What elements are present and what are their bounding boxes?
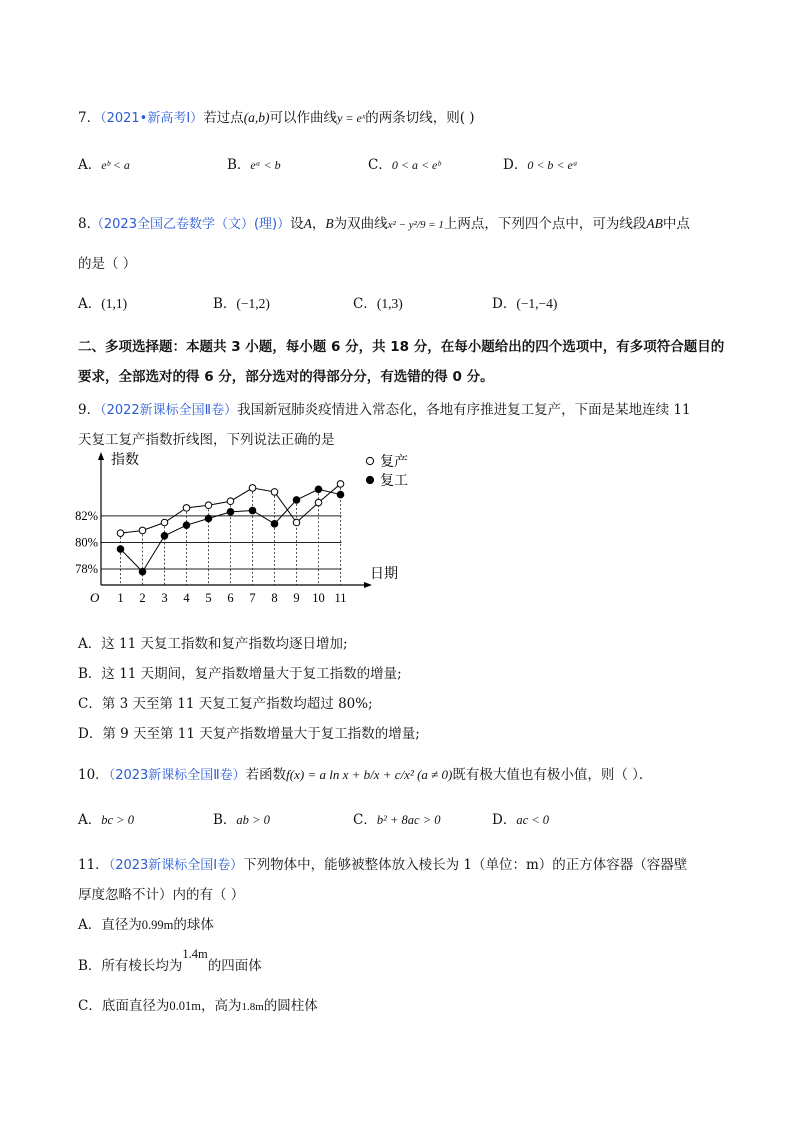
- option-value: 0.99m: [141, 918, 174, 932]
- q9-option-b[interactable]: [78, 662, 402, 682]
- q7-text-mid: 可以作曲线: [269, 110, 338, 126]
- legend-marker: [366, 476, 373, 483]
- option-text: 第 9 天至第 11 天复产指数增量大于复工指数的增量;: [102, 726, 420, 742]
- q7-stem: [78, 106, 475, 126]
- q8-var-b: B: [325, 216, 334, 231]
- fugong-point: [249, 507, 256, 514]
- q11-source: （2023新课标全国Ⅰ卷）: [108, 858, 244, 873]
- q8-hyperbola: x² − y²/9 = 1: [387, 219, 444, 231]
- legend-label: 复产: [380, 455, 408, 470]
- q8-var-a: A: [303, 216, 312, 231]
- q9-option-d[interactable]: [78, 722, 420, 742]
- q10-option-c[interactable]: [353, 808, 441, 828]
- q7-point: (a,b): [243, 110, 270, 125]
- option-text-post: 的四面体: [207, 958, 262, 974]
- option-math: bc > 0: [101, 813, 134, 827]
- x-tick-label: 3: [161, 591, 168, 605]
- option-text: 这 11 天复工指数和复产指数均逐日增加;: [101, 636, 348, 652]
- option-text: 第 3 天至第 11 天复工复产指数均超过 80%;: [101, 696, 373, 712]
- option-label: A．: [78, 636, 102, 652]
- q10-text-post: 既有极大值也有极小值，则（ ）．: [452, 767, 653, 783]
- x-axis-label: 日期: [370, 567, 398, 582]
- q7-option-d[interactable]: [503, 153, 578, 173]
- option-label: C．: [78, 998, 102, 1014]
- option-label: D．: [492, 812, 517, 828]
- y-tick-label: 78%: [75, 562, 98, 577]
- q9-source: （2022新课标全国Ⅱ卷）: [100, 403, 238, 418]
- option-math: (−1,−4): [516, 296, 558, 311]
- fuchan-point: [139, 527, 146, 534]
- option-value: 0.01m: [169, 999, 201, 1013]
- fugong-point: [183, 522, 190, 529]
- q8-stem-line2: 的是（ ）: [78, 256, 137, 272]
- section2-line1: 二、多项选择题：本题共 3 小题，每小题 6 分，共 18 分，在每小题给出的四个选项中，有多项符合题目的: [78, 339, 725, 355]
- fuchan-point: [117, 530, 124, 537]
- option-math: 0 < b < eᵃ: [527, 158, 578, 172]
- option-math: (−1,2): [236, 296, 270, 311]
- q8-option-c[interactable]: [353, 292, 403, 312]
- q7-source: （2021•新高考Ⅰ）: [100, 111, 204, 126]
- x-tick-label: 10: [312, 591, 325, 605]
- option-math: ab > 0: [236, 813, 270, 827]
- option-label: B．: [78, 666, 102, 682]
- q7-option-c[interactable]: [368, 153, 441, 173]
- fuchan-point: [271, 489, 278, 496]
- option-value: 1.4m: [182, 947, 208, 961]
- option-math: eᵃ < b: [250, 158, 281, 172]
- option-label: A．: [78, 157, 102, 173]
- fuchan-point: [205, 502, 212, 509]
- q8-option-b[interactable]: [213, 292, 270, 312]
- fugong-point: [337, 491, 344, 498]
- q11-text: 下列物体中，能够被整体放入棱长为 1（单位：m）的正方体容器（容器壁: [243, 857, 688, 873]
- q10-option-a[interactable]: [78, 808, 134, 828]
- x-tick-label: 7: [249, 591, 256, 605]
- y-axis-label: 指数: [111, 453, 139, 468]
- option-label: D．: [78, 726, 103, 742]
- q10-text: 若函数: [245, 767, 287, 783]
- q7-curve: y = eˣ: [337, 111, 366, 125]
- option-text: 所有棱长均为: [101, 958, 183, 974]
- q10-stem: [78, 763, 652, 783]
- fugong-point: [139, 568, 146, 575]
- option-label: D．: [503, 157, 528, 173]
- q11-stem: [78, 853, 687, 873]
- option-label: C．: [368, 157, 392, 173]
- x-axis-arrow: [364, 582, 372, 588]
- q8-text-mid: 为双曲线: [333, 216, 388, 232]
- y-axis-arrow: [98, 452, 104, 460]
- fuchan-point: [227, 498, 234, 505]
- q10-option-d[interactable]: [492, 808, 549, 828]
- y-tick-label: 82%: [75, 508, 98, 523]
- q9-stem: [78, 398, 691, 418]
- option-math: 0 < a < eᵇ: [391, 158, 441, 172]
- fugong-point: [205, 515, 212, 522]
- q8-source: （2023全国乙卷数学（文）(理)）: [90, 217, 291, 232]
- option-label: B．: [213, 296, 237, 312]
- q11-option-b[interactable]: [78, 947, 262, 974]
- q9-text: 我国新冠肺炎疫情进入常态化，各地有序推进复工复产，下面是某地连续 11: [237, 402, 691, 418]
- option-math: ac < 0: [516, 813, 550, 827]
- q11-option-c[interactable]: [78, 994, 318, 1014]
- option-text: 底面直径为: [101, 998, 170, 1014]
- legend-marker: [366, 457, 373, 464]
- q10-function: f(x) = a ln x + b/x + c/x² (a ≠ 0): [286, 767, 453, 782]
- fugong-point: [293, 497, 300, 504]
- q8-option-d[interactable]: [492, 292, 557, 312]
- option-label: D．: [492, 296, 517, 312]
- q11-number: 11．: [78, 857, 109, 873]
- q9-option-c[interactable]: [78, 692, 373, 712]
- q8-number: 8.: [78, 216, 91, 232]
- q8-text-end: 中点: [662, 216, 690, 232]
- option-label: C．: [353, 812, 377, 828]
- fugong-point: [271, 521, 278, 528]
- option-text: 这 11 天期间，复产指数增量大于复工指数的增量;: [101, 666, 402, 682]
- fuchan-point: [249, 485, 256, 492]
- q7-paren: ( ): [459, 110, 475, 126]
- option-label: A．: [78, 917, 102, 933]
- option-text: 直径为: [101, 917, 142, 933]
- q7-option-a[interactable]: [78, 153, 130, 173]
- q10-source: （2023新课标全国Ⅱ卷）: [108, 768, 246, 783]
- option-text-mid: ，高为: [200, 998, 242, 1014]
- x-tick-label: 2: [139, 591, 146, 605]
- fugong-point: [227, 509, 234, 516]
- option-text-post: 的圆柱体: [263, 998, 318, 1014]
- q7-text: 若过点: [203, 110, 244, 126]
- q9-option-a[interactable]: [78, 632, 348, 652]
- q9-number: 9．: [78, 402, 101, 418]
- fuchan-point: [293, 519, 300, 526]
- q8-text: 设: [290, 216, 304, 232]
- option-label: B．: [78, 958, 102, 974]
- origin-label: O: [90, 590, 100, 605]
- x-tick-label: 1: [117, 591, 124, 605]
- q9-line-chart: [75, 448, 420, 606]
- option-label: A．: [78, 296, 102, 312]
- q7-option-b[interactable]: [227, 153, 281, 173]
- fugong-point: [161, 532, 168, 539]
- x-tick-label: 11: [334, 591, 347, 605]
- fuchan-point: [337, 481, 344, 488]
- fuchan-point: [315, 499, 322, 506]
- fugong-point: [315, 486, 322, 493]
- legend-label: 复工: [380, 474, 408, 489]
- option-math: (1,1): [101, 296, 128, 311]
- q8-comma: ，: [311, 216, 326, 232]
- option-math: eᵇ < a: [101, 158, 130, 172]
- q9-stem-line2: 天复工复产指数折线图，下列说法正确的是: [78, 432, 335, 448]
- x-tick-label: 9: [293, 591, 300, 605]
- option-value-2: 1.8m: [241, 1001, 264, 1013]
- x-tick-label: 8: [271, 591, 278, 605]
- option-math: (1,3): [376, 296, 403, 311]
- option-label: B．: [213, 812, 237, 828]
- q11-stem-line2: 厚度忽略不计）内的有（ ）: [78, 887, 245, 903]
- fuchan-point: [183, 505, 190, 512]
- fugong-point: [117, 546, 124, 553]
- option-label: C．: [78, 696, 102, 712]
- q11-option-a[interactable]: [78, 913, 214, 933]
- option-label: C．: [353, 296, 377, 312]
- q7-number: 7．: [78, 110, 101, 126]
- q10-option-b[interactable]: [213, 808, 270, 828]
- q8-stem: [78, 212, 690, 232]
- x-tick-label: 4: [183, 591, 190, 605]
- q7-text-post: 的两条切线，则: [365, 110, 460, 126]
- q10-number: 10．: [78, 767, 109, 783]
- y-tick-label: 80%: [75, 535, 98, 550]
- option-text-post: 的球体: [173, 917, 214, 933]
- fuchan-point: [161, 519, 168, 526]
- option-math: b² + 8ac > 0: [376, 813, 441, 827]
- x-tick-label: 5: [205, 591, 212, 605]
- q8-option-a[interactable]: [78, 292, 127, 312]
- x-tick-label: 6: [227, 591, 234, 605]
- option-label: A．: [78, 812, 102, 828]
- q8-segment: AB: [646, 216, 663, 231]
- option-label: B．: [227, 157, 251, 173]
- section2-line2: 要求，全部选对的得 6 分，部分选对的得部分分，有选错的得 0 分。: [78, 369, 494, 385]
- q8-text-post: 上两点，下列四个点中，可为线段: [443, 216, 647, 232]
